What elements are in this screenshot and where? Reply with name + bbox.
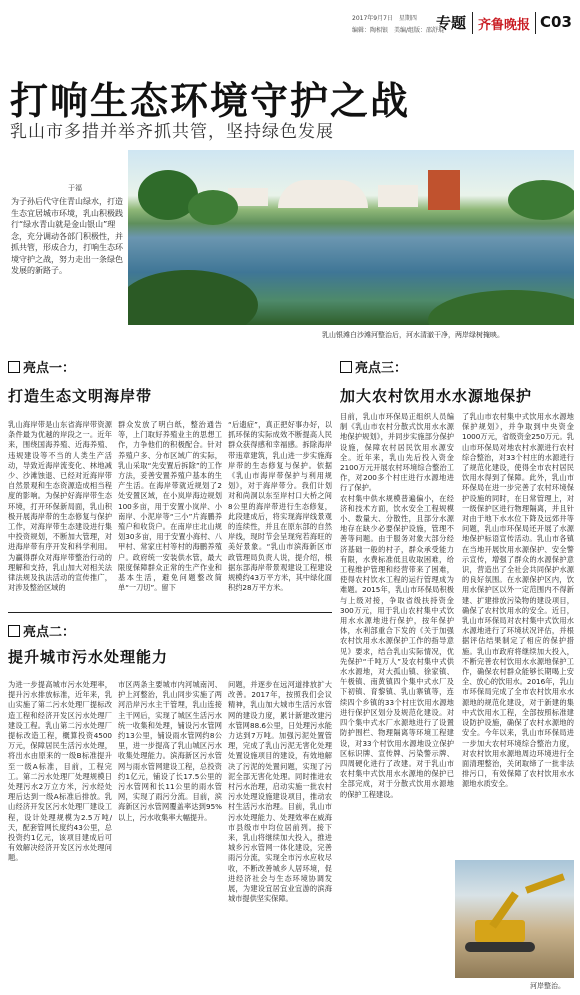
highlight-marker-icon <box>8 361 20 373</box>
highlight-3-tag: 亮点三： <box>340 357 407 376</box>
highlight-2-tag: 亮点二： <box>8 621 75 640</box>
article-column: 乳山海岸带是山东省海岸带资源条件最为优越的岸段之一。近年来，围绕国海养殖、近海养殖、违规建设等不当的人类生产活动，导致近海岸流变化、林地减少、沙滩蚀退、已经对近海岸带自然景观和生态资源造成相当程度的影响。为保护好海岸带生态环境，打开环保新局面，乳山积极开展海岸带的生态修复与保护工作，对海岸带生态建设进行集中投资规划，不断加大管理，对进海岸带有序开发和科学利用。为贏得群众对海岸带整治行动的理解和支持，乳山加大对相关法律法规及执法活动的宣传推广，对涉及整治区域的 <box>8 420 112 593</box>
article-column: 市区两条主要城市内河城南河、护上河整治，乳山同步实施了两河沿岸污水主干管埋，乳山连接主干网后，实现了城区生活污水统一收集和处理，铺设污水管网约13公里，铺设雨水管网约8公里，进一步提高了乳山城区污水收集处理能力。滨海新区污水管网与雨水管网建设工程，总投资约1亿元，铺设了长17.5公里的污水管网和长11公里的雨水管网，实现了雨污分流。目前，滨海新区污水管网覆盖率达到95%以上，污水收集率大幅提升。 <box>118 680 222 822</box>
section-divider <box>8 612 332 613</box>
highlight-marker-icon <box>340 361 352 373</box>
article-column: 群众发放了明白纸，整治通告等，上门取好养殖业主的思想工作，力争他们的积极配合。针对养殖户多、分布区域广的实际，乳山采取“先安置后拆除”的工作方法，妥善安置养殖户基本的生产生活。在海岸带就近规划了2处安置区域，在小岚岸海边规划100多亩，用于安置小岚岸、小南岸、小泥岸等“三小”片海鹏养殖户和收货户。在南岸庄北山规划30多亩，用于安置小海村、八甲村、常家庄村等村的海鹏养殖户。政府统一安装供水管，最大限度保障群众正常的生产作业和基本生活，避免问题整改简单“一刀切”。留下 <box>118 420 222 593</box>
header-divider <box>472 12 473 34</box>
photo-caption: 乳山银滩白沙滩河整治后，河水清澈干净，两岸绿树掩映。 <box>322 331 504 339</box>
page-number: C03 <box>540 13 572 31</box>
river-photo <box>128 150 574 325</box>
highlight-1-title: 打造生态文明海岸带 <box>8 387 153 405</box>
article-column: 目前，乳山市环保局正组织人员编制《乳山市农村分散式饮用水水源地保护规划》，并同步实施部分保护设施，保障农村居民饮用水源安全。近年来，乳山先后投入资金2100万元开展农村环境综合整治工作，对200多个村庄进行水源地进行了保护。 农村集中供水规模普遍偏小，在经济和技术方面，饮水安全工程规模小、数量大、分散性，且部分水源地存在缺少必要保护设施，管理不善等问题。由于服务对象大部分经济基础一般的村子，群众承受能力有限，水费标准低且收取困难，给工程维护管理和经营带来了困难，使得农村饮水工程的运行管理成为难题。2015年，乳山市环保局积极与上级对接，争取省级扶持资金300万元，用于乳山农村集中式饮用水水源地进行保护，按年保护体，水利部重合下发的《关于加强农村饮用水水源保护工作的指导意见》要求，结合乳山实际情况，优先保护“千吨万人”及农村集中式供水水源地，对大孤山镇、徐家镇、午极镇、南黄镇四个集中式水厂及下初镇、育黎镇、乳山寨镇等，连续四个乡镇的33个村庄饮用水源地进行保护区划分及规范化建设。对四个集中式水厂水源地进行了设置防护围栏、物理隔离等环境工程建设，对33个村饮用水源地设立保护区标识牌、宣传牌、污染警示牌、四周硬化进行了改建。对于乳山市农村集中式饮用水水源地的保护已全部完成，对于分散式饮用水源地的保护工程建设。 <box>340 412 454 799</box>
page-headline: 打响生态环境守护之战 <box>10 79 411 123</box>
editor-credits: 编辑：陶相银 美编/组版：邵舒琨 <box>352 27 445 34</box>
highlight-1-tag: 亮点一： <box>8 357 75 376</box>
article-column: 问题，并逐步在远河道排放扩大改善。2017年，按照我们会议精神，乳山加大城市生活污水管网的建设力度，累计新建改建污水管网88.6公里，日处理污水能力达到7万吨。加强污泥处置管理，完成了乳山污泥无害化处理处置设施项目的建设，有效地解决了污泥的处置问题，实现了污泥全部无害化处理。同时推进农村污水治理，启动实施一批农村污水处理设施建设项目，推动农村生活污水治理。目前，乳山市污水处理能力、处理效率在威海市县级市中均位居前列。接下来，乳山将继续加大投入，推进城乡污水管网一体化建设，完善雨污分流，实现全市污水应收尽收，不断改善城乡人居环境，促进经济社会与生态环境协调发展，为建设宜居宜业宜游的滨海城市提供坚实保障。 <box>228 680 332 904</box>
photo-caption: 河岸整治。 <box>530 982 565 990</box>
excavator-photo <box>455 860 574 978</box>
highlight-3-title: 加大农村饮用水水源地保护 <box>340 387 533 405</box>
highlight-2-title: 提升城市污水处理能力 <box>8 648 169 666</box>
article-column: “后遗症”，真正把好事办好，以抓环保的实际成效不断提高人民群众获得感和幸福感。拆除海岸带违章建筑，乳山进一步实施海岸带的生态修复与保护。依据《乳山市海岸带保护与利用规划》，对于海岸带分。我们计划对和尚洞以东至岸村口大桥之间8公里的海岸带进行生态修复，此段建成后，将实现海岸线景观的连续性，并且在原东部的自然岸线，现时节会呈现宛若海旺的美好景象。“乳山市滨海新区市政管理局负责人说，提介绍，根据东部海岸带景观建设工程建设规模约43万平方米，其中绿化面积约28万平方米。 <box>228 420 332 593</box>
article-column: 了乳山市农村集中式饮用水水源地保护规划》，并争取到中央资金1000万元，省级资金250万元。乳山市环保局对地农村水源进行农村综合整治，对33个村庄的水源进行了规范化建设，使得全市农村居民饮用水得到了保障。此外，乳山市环保局在进一步完善了农村环境保护设施的同时，在日常管理上，对一级保护区进行物理隔离，并且针对由于地下水水位下降及远郊井等问题，乳山市环保局还开展了水源地保护标语宣传活动。乳山市各镇在当地开展饮用水源保护、安全警示宣传，增强了群众的水源保护意识，营造出了全社会共同保护水源的良好氛围。在水源保护区内，饮用水保护区以外一定范围内不得新建、扩建排放污染物的建设项目，确保了农村饮用水的安全。近日，乳山市环保局对农村集中式饮用水水源地进行了环境状况评估，并根据评估结果制定了相应的保护措施。乳山市政府将继续加大投入，不断完善农村饮用水水源地保护工作，确保农村群众能够长期喝上安全、放心的饮用水。2016年，乳山市环保局完成了全市农村饮用水水源地的规范化建设，对于新建的集中式饮用水工程，全部按照标准建设防护设施，确保了农村水源地的安全。今年以来，乳山市环保局进一步加大农村环境综合整治力度，对农村饮用水源地周边环境进行全面清理整治，关闭取缔了一批非法排污口，有效保障了农村饮用水水源地水质安全。 <box>462 412 574 789</box>
header-divider <box>535 12 536 34</box>
section-label: 专题 <box>436 14 467 32</box>
intro-paragraph: 为子孙后代守住青山绿水，打造生态宜居城市环境，乳山积极践行“绿水青山就是金山银山”理念，充分调动各部门积极性，并抓共管，形成合力，打响生态环境守护之战，努力走出一条绿色发展的新路子。 <box>11 197 123 275</box>
highlight-marker-icon <box>8 625 20 637</box>
author-byline: 于福 <box>68 184 82 192</box>
issue-date: 2017年9月7日 星期四 <box>352 15 417 22</box>
page-subheadline: 乳山市多措并举齐抓共管，坚持绿色发展 <box>10 122 334 142</box>
article-column: 为进一步提高城市污水处理率，提升污水排放标准，近年来，乳山实施了第二污水处理厂提标改造工程和经济开发区污水处理厂建设工程。乳山第二污水处理厂提标改造工程，概算投资4500万元，保障居民生活污水处理，将出水由原来的一级B标准提升至一级A标准，目前，工程完工。第二污水处理厂处理规模日处理污水2万立方米，污水经处理后达到一级A标准后排放。乳山经济开发区污水处理厂建设工程，设计处理规模为2.5万吨/天，配套管网长度约43公里，总投资约1亿元，该项目建成后可有效解决经济开发区污水处理问题。 <box>8 680 112 863</box>
newspaper-brand: 齐鲁晚报 <box>478 18 531 33</box>
